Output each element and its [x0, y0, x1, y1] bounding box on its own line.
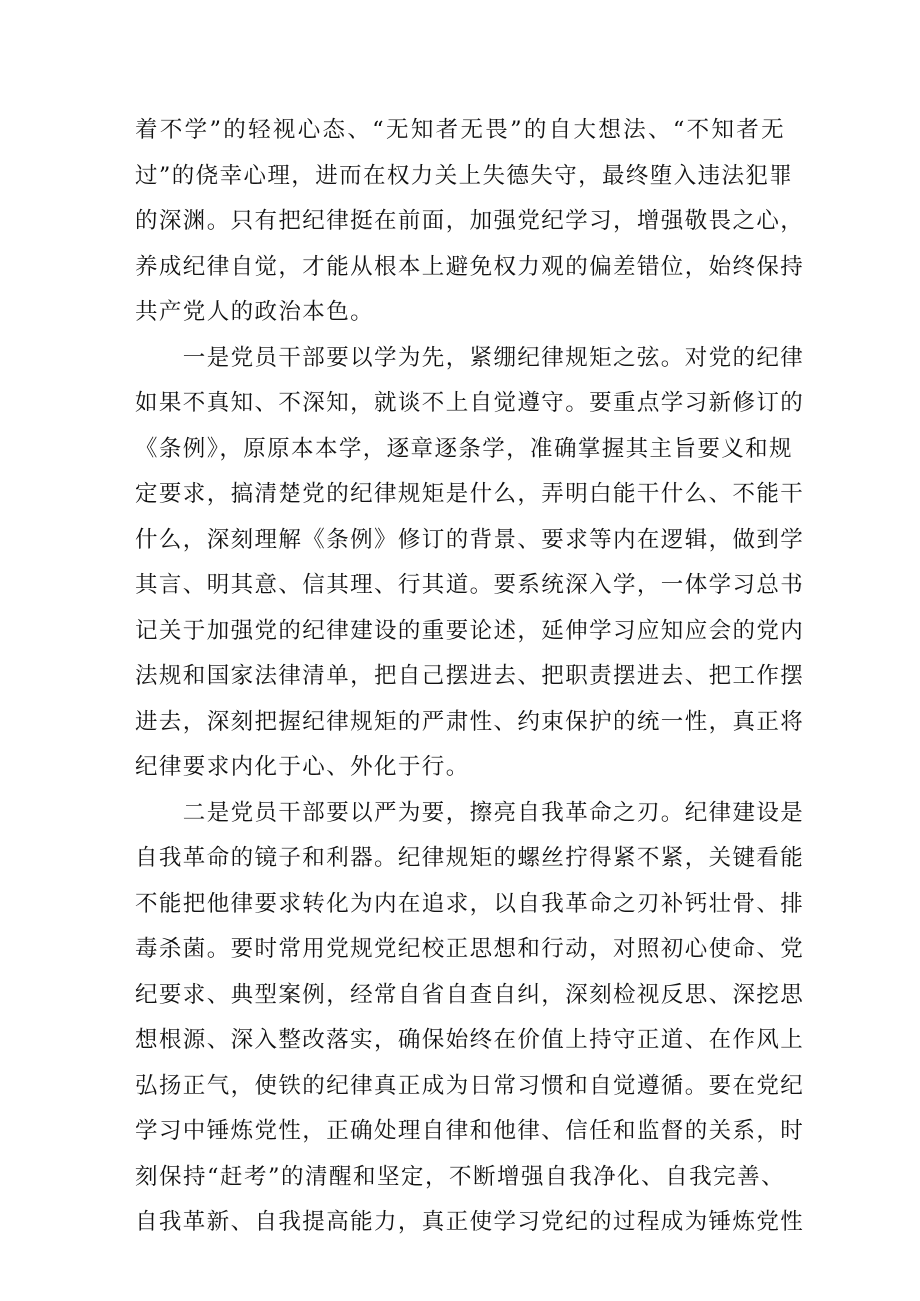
text-line: 自我革命的镜子和利器。纪律规矩的螺丝拧得紧不紧，关键看能 — [135, 845, 805, 871]
text-line: 毒杀菌。要时常用党规党纪校正思想和行动，对照初心使命、党 — [135, 936, 805, 962]
paragraph-point-one — [135, 336, 805, 791]
text-line: 什么，深刻理解《条例》修订的背景、要求等内在逻辑，做到学 — [135, 526, 805, 553]
text-line: 养成纪律自觉，才能从根本上避免权力观的偏差错位，始终保持 — [135, 253, 805, 280]
text-line: 学习中锤炼党性，正确处理自律和他律、信任和监督的关系，时 — [135, 1118, 805, 1144]
paragraph-point-two — [135, 791, 805, 1246]
text-line: 二是党员干部要以严为要，擦亮自我革命之刃。纪律建设是 — [135, 799, 805, 826]
text-line: 的深渊。只有把纪律挺在前面，加强党纪学习，增强敬畏之心， — [135, 208, 805, 234]
text-line: 进去，深刻把握纪律规矩的严肃性、约束保护的统一性，真正将 — [135, 708, 805, 735]
text-line: 定要求，搞清楚党的纪律规矩是什么，弄明白能干什么、不能干 — [135, 481, 805, 507]
text-line: 法规和国家法律清单，把自己摆进去、把职责摆进去、把工作摆 — [135, 663, 805, 689]
text-line: 共产党人的政治本色。 — [135, 299, 375, 325]
text-line: 如果不真知、不深知，就谈不上自觉遵守。要重点学习新修订的 — [135, 390, 805, 416]
text-line: 刻保持“赶考”的清醒和坚定，不断增强自我净化、自我完善、 — [135, 1163, 785, 1190]
text-line: 不能把他律要求转化为内在追求，以自我革命之刃补钙壮骨、排 — [135, 890, 805, 917]
text-line: 过”的侥幸心理，进而在权力关上失德失守，最终堕入违法犯罪 — [135, 162, 794, 189]
text-line: 《条例》，原原本本学，逐章逐条学，准确掌握其主旨要义和规 — [135, 435, 793, 462]
text-line: 自我革新、自我提高能力，真正使学习党纪的过程成为锤炼党性 — [135, 1209, 805, 1235]
text-line: 纪律要求内化于心、外化于行。 — [135, 754, 470, 780]
text-line: 记关于加强党的纪律建设的重要论述，延伸学习应知应会的党内 — [135, 617, 805, 644]
document-body — [135, 108, 805, 1246]
text-line: 想根源、深入整改落实，确保始终在价值上持守正道、在作风上 — [135, 1027, 805, 1053]
text-line: 一是党员干部要以学为先，紧绷纪律规矩之弦。对党的纪律 — [135, 344, 805, 371]
text-line: 着不学”的轻视心态、“无知者无畏”的自大想法、“不知者无 — [135, 117, 785, 143]
text-line: 弘扬正气，使铁的纪律真正成为日常习惯和自觉遵循。要在党纪 — [135, 1072, 805, 1099]
text-line: 其言、明其意、信其理、行其道。要系统深入学，一体学习总书 — [135, 572, 805, 598]
paragraph-intro-continuation — [135, 108, 805, 336]
text-line: 纪要求、典型案例，经常自省自查自纠，深刻检视反思、深挖思 — [135, 981, 805, 1008]
